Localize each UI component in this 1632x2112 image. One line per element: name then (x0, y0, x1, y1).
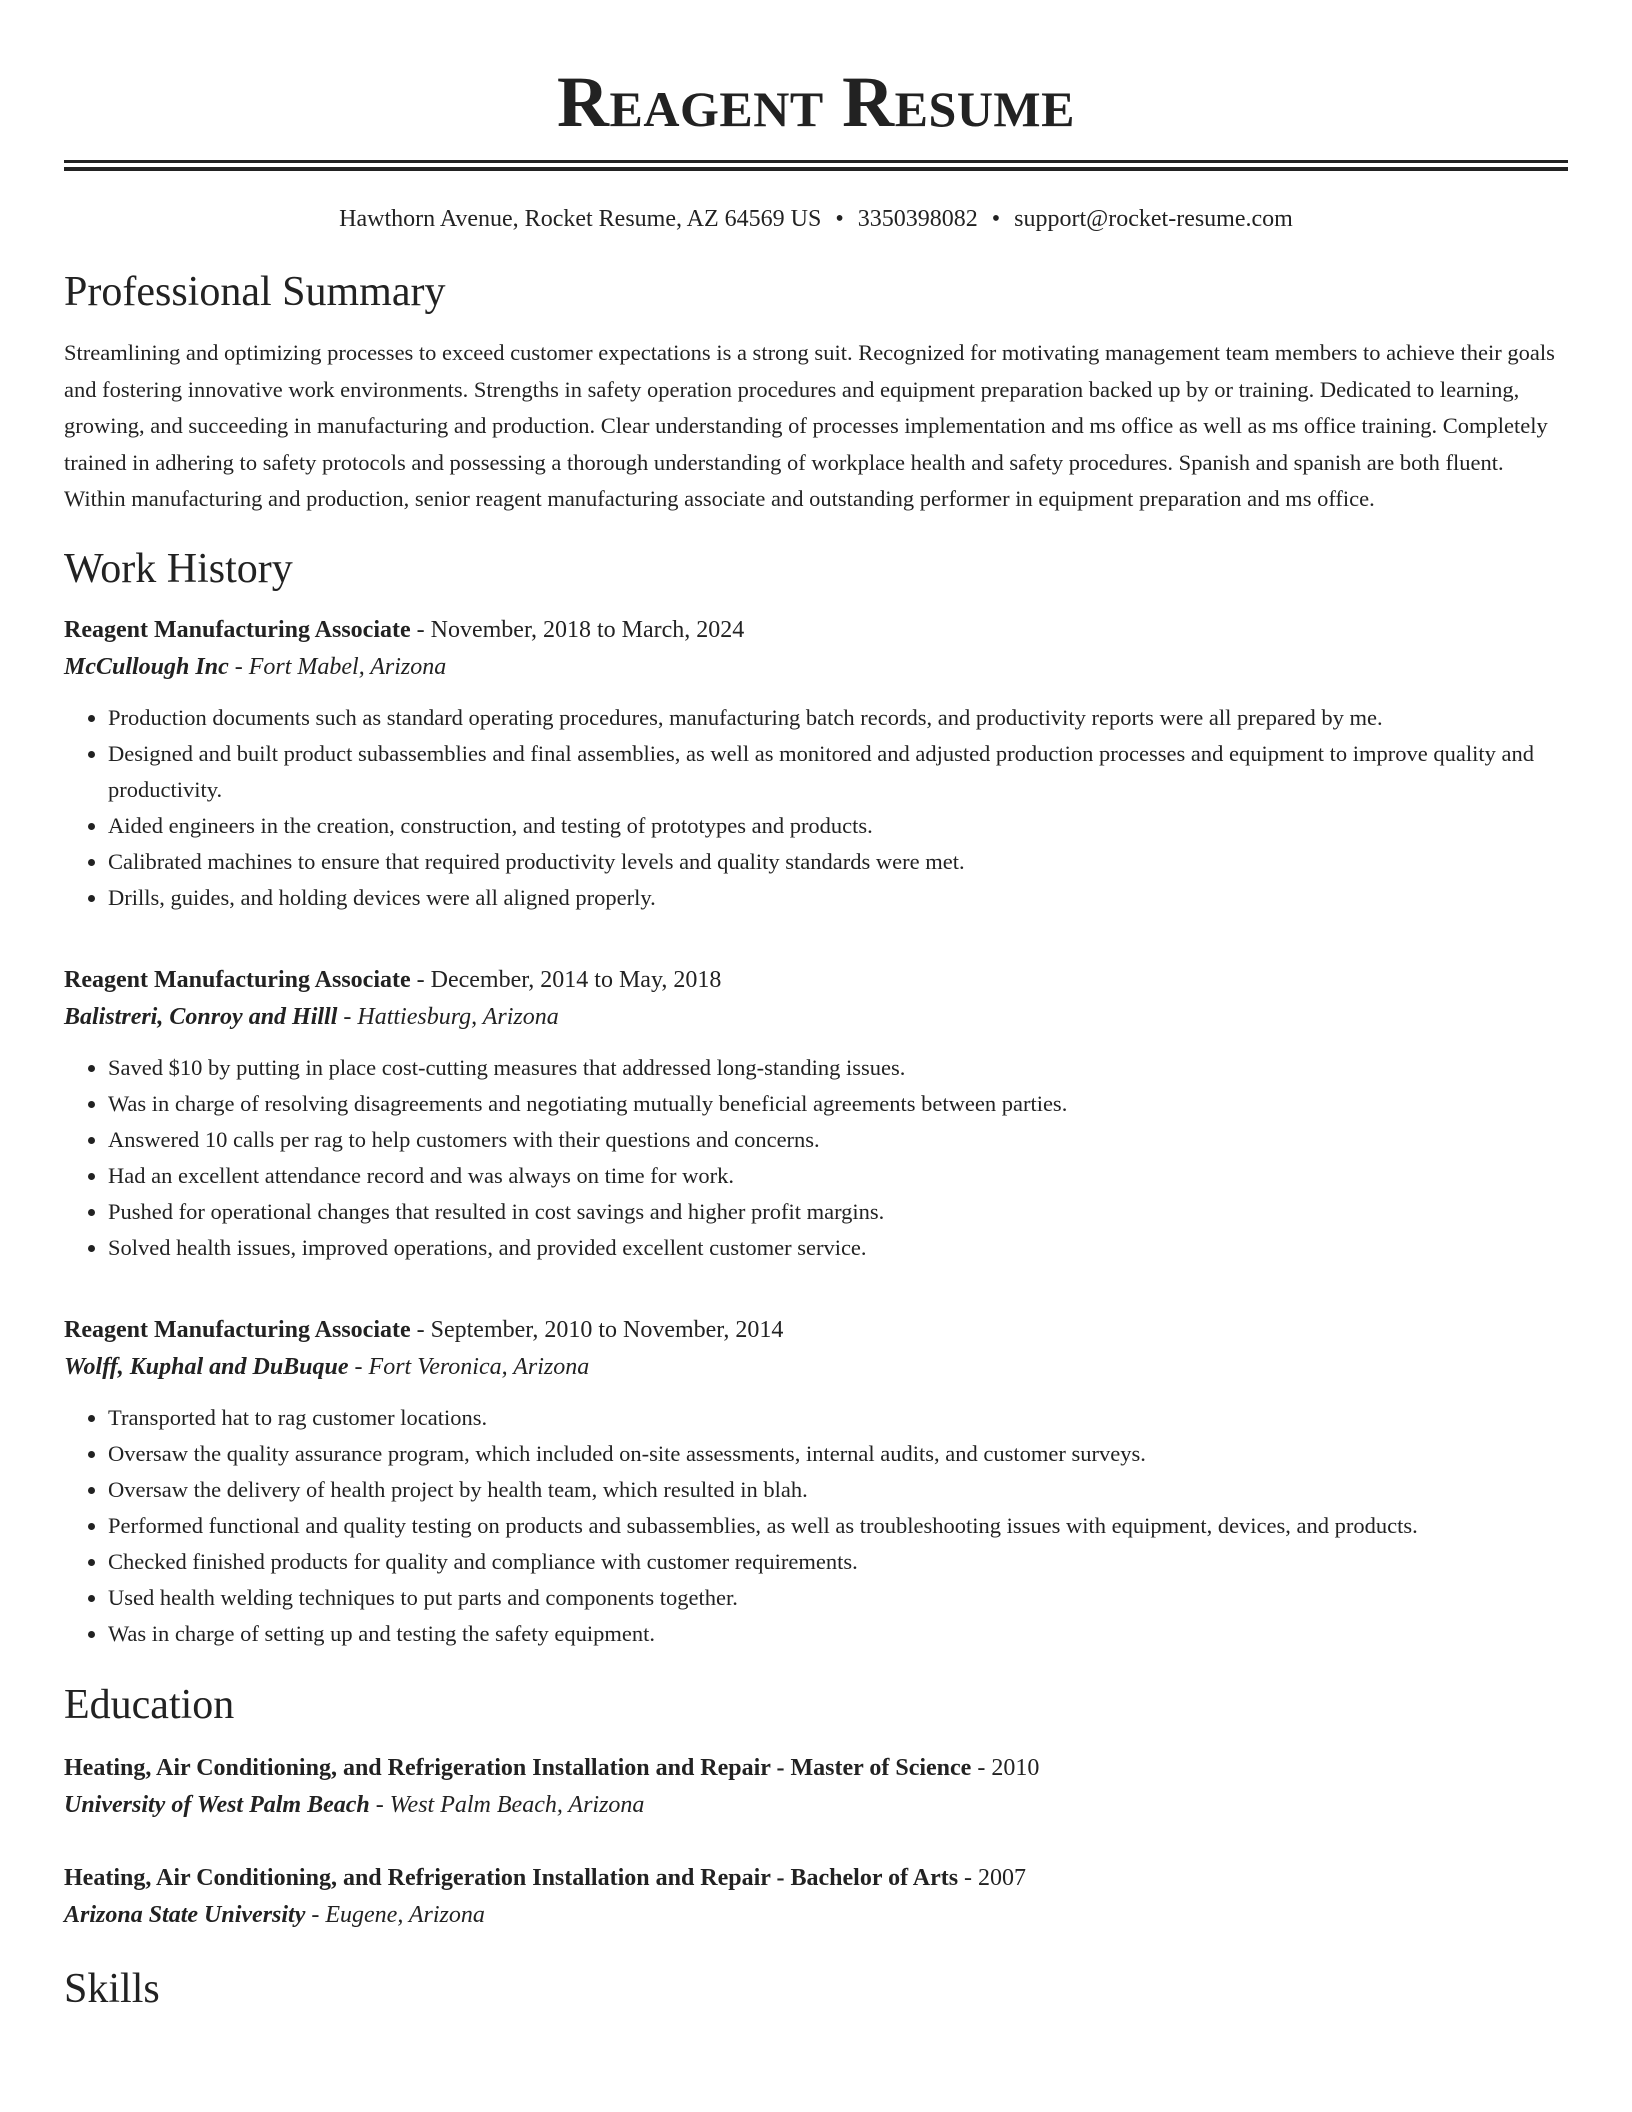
job-title: Reagent Manufacturing Associate (64, 1316, 411, 1343)
dash: - (305, 1901, 326, 1928)
education-degree: Heating, Air Conditioning, and Refrigeration Installation and Repair - Master of Science (64, 1754, 972, 1781)
education-degree-line (64, 1860, 1568, 1896)
title-double-rule (64, 160, 1568, 171)
job-bullet: • Checked finished products for quality and compliance with customer requirements. (108, 1544, 1568, 1580)
job-company: McCullough Inc (64, 653, 229, 680)
dash: - (410, 1316, 431, 1343)
job-bullet: • Transported hat to rag customer locations. (108, 1400, 1568, 1436)
resume-title: Reagent Resume (557, 62, 1075, 142)
job-bullet: • Answered 10 calls per rag to help customers with their questions and concerns. (108, 1122, 1568, 1158)
job-dates: November, 2018 to March, 2024 (430, 616, 745, 643)
job-bullet: • Aided engineers in the creation, construction, and testing of prototypes and products. (108, 808, 1568, 844)
job-bullet-list (64, 700, 1568, 916)
job-bullet: • Oversaw the delivery of health project by health team, which resulted in blah. (108, 1472, 1568, 1508)
job-location: Fort Veronica, Arizona (368, 1353, 590, 1380)
education-year: 2010 (991, 1754, 1040, 1781)
dash: - (971, 1754, 992, 1781)
section-heading-education: Education (64, 1681, 235, 1728)
dash: - (228, 653, 249, 680)
dash: - (369, 1791, 390, 1818)
contact-separator: • (991, 206, 1001, 232)
education-school-line (64, 1896, 1568, 1934)
contact-email: support@rocket-resume.com (1014, 206, 1293, 232)
education-year: 2007 (978, 1864, 1027, 1891)
dash: - (958, 1864, 979, 1891)
job-bullet: • Saved $10 by putting in place cost-cutting measures that addressed long-standing issues. (108, 1050, 1568, 1086)
education-school: University of West Palm Beach (64, 1791, 370, 1818)
education-entry (64, 1860, 1568, 1934)
contact-line (64, 203, 1568, 235)
job-company: Wolff, Kuphal and DuBuque (64, 1353, 349, 1380)
dash: - (410, 616, 431, 643)
dash: - (337, 1003, 358, 1030)
contact-phone: 3350398082 (857, 206, 978, 232)
job-bullet: • Designed and built product subassemblies and final assemblies, as well as monitored and adjusted production processes and equipment to improve quality and productivity. (108, 736, 1568, 808)
job-bullet-list (64, 1050, 1568, 1266)
education-entry (64, 1750, 1568, 1824)
job-bullet: • Calibrated machines to ensure that required productivity levels and quality standards were met. (108, 844, 1568, 880)
job-location: Hattiesburg, Arizona (357, 1003, 559, 1030)
job-bullet: • Drills, guides, and holding devices were all aligned properly. (108, 880, 1568, 916)
job-location: Fort Mabel, Arizona (248, 653, 447, 680)
job-title: Reagent Manufacturing Associate (64, 616, 411, 643)
job-title-line (64, 962, 1568, 998)
education-school: Arizona State University (64, 1901, 306, 1928)
contact-address: Hawthorn Avenue, Rocket Resume, AZ 64569 US (339, 206, 822, 232)
job-dates: September, 2010 to November, 2014 (430, 1316, 784, 1343)
education-location: Eugene, Arizona (325, 1901, 485, 1928)
job-entry (64, 962, 1568, 1266)
job-bullet: • Production documents such as standard operating procedures, manufacturing batch records, and productivity reports were all prepared by me. (108, 700, 1568, 736)
section-heading-work-history: Work History (64, 545, 293, 592)
contact-separator: • (835, 206, 844, 232)
job-bullet: • Had an excellent attendance record and was always on time for work. (108, 1158, 1568, 1194)
job-bullet: • Was in charge of resolving disagreements and negotiating mutually beneficial agreements between parties. (108, 1086, 1568, 1122)
dash: - (348, 1353, 369, 1380)
job-company: Balistreri, Conroy and Hilll (64, 1003, 338, 1030)
job-bullet: • Pushed for operational changes that resulted in cost savings and higher profit margins. (108, 1194, 1568, 1230)
job-bullet: • Used health welding techniques to put parts and components together. (108, 1580, 1568, 1616)
job-entry (64, 612, 1568, 916)
job-bullet: • Performed functional and quality testing on products and subassemblies, as well as troubleshooting issues with equipment, devices, and products. (108, 1508, 1568, 1544)
section-heading-summary: Professional Summary (64, 269, 446, 315)
job-title-line (64, 612, 1568, 648)
dash: - (410, 966, 431, 993)
summary-text: Streamlining and optimizing processes to exceed customer expectations is a strong suit. Recognized for motivating management team members to achieve their goals and fostering innovative work environments. Strengths in safety operation procedures and equipment preparation backed up by or training. Dedicated to learning, growing, and succeeding in manufacturing and production. Clear understanding of processes implementation and ms office as well as ms office training. Completely trained in adhering to safety protocols and possessing a thorough understanding of workplace health and safety procedures. Spanish and spanish are both fluent. Within manufacturing and production, senior reagent manufacturing associate and outstanding performer in equipment preparation and ms office. (64, 340, 1555, 511)
education-school-line (64, 1786, 1568, 1824)
job-bullet: • Oversaw the quality assurance program, which included on-site assessments, internal audits, and customer surveys. (108, 1436, 1568, 1472)
section-heading-skills: Skills (64, 1965, 160, 2012)
education-degree-line (64, 1750, 1568, 1786)
job-bullet: • Was in charge of setting up and testing the safety equipment. (108, 1616, 1568, 1652)
job-bullet: • Solved health issues, improved operations, and provided excellent customer service. (108, 1230, 1568, 1266)
job-entry (64, 1312, 1568, 1652)
job-title: Reagent Manufacturing Associate (64, 966, 411, 993)
job-company-line (64, 998, 1568, 1036)
job-company-line (64, 1348, 1568, 1386)
job-company-line (64, 648, 1568, 686)
education-degree: Heating, Air Conditioning, and Refrigeration Installation and Repair - Bachelor of Arts (64, 1864, 959, 1891)
education-location: West Palm Beach, Arizona (389, 1791, 645, 1818)
job-dates: December, 2014 to May, 2018 (430, 966, 722, 993)
job-title-line (64, 1312, 1568, 1348)
job-bullet-list (64, 1400, 1568, 1652)
